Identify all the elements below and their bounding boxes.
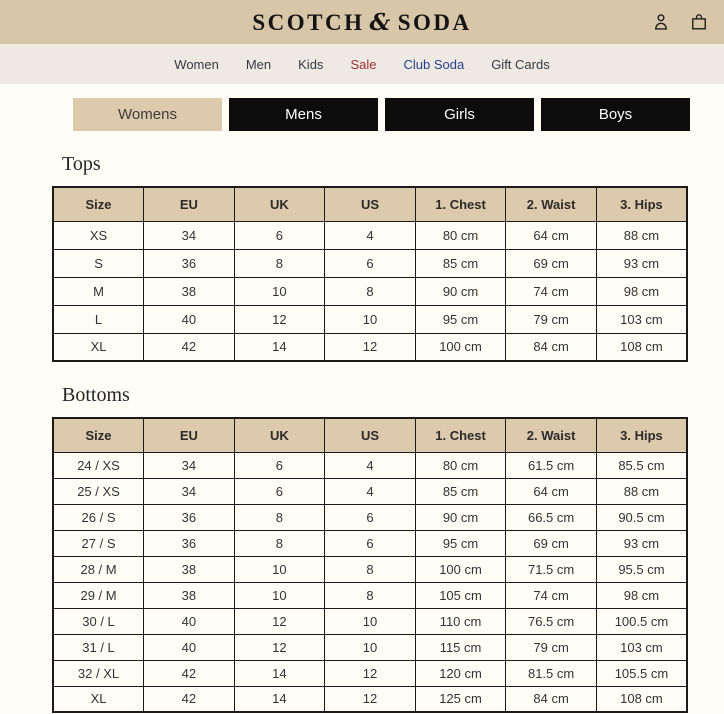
column-header-uk: UK [234, 187, 325, 221]
table-row [53, 530, 687, 556]
nav-item-women[interactable]: Women [174, 56, 219, 72]
table-row [53, 478, 687, 504]
brand-logo-text-left: SCOTCH [252, 9, 365, 35]
column-header-2-waist: 2. Waist [506, 187, 597, 221]
column-header-uk: UK [234, 418, 325, 452]
size-cell: M [53, 277, 144, 305]
size-cell: 29 / M [53, 582, 144, 608]
value-cell: 12 [325, 660, 416, 686]
table-row [53, 660, 687, 686]
column-header-size: Size [53, 418, 144, 452]
table-row [53, 249, 687, 277]
table-row [53, 556, 687, 582]
column-header-1-chest: 1. Chest [415, 187, 506, 221]
column-header-1-chest: 1. Chest [415, 418, 506, 452]
value-cell: 66.5 cm [506, 504, 597, 530]
value-cell: 12 [325, 686, 416, 712]
value-cell: 69 cm [506, 530, 597, 556]
table-row [53, 452, 687, 478]
value-cell: 40 [144, 305, 235, 333]
value-cell: 8 [234, 249, 325, 277]
value-cell: 10 [325, 634, 416, 660]
value-cell: 103 cm [596, 634, 687, 660]
value-cell: 71.5 cm [506, 556, 597, 582]
value-cell: 108 cm [596, 333, 687, 361]
value-cell: 95.5 cm [596, 556, 687, 582]
section-title-bottoms: Bottoms [62, 384, 130, 406]
value-cell: 38 [144, 556, 235, 582]
value-cell: 8 [234, 530, 325, 556]
size-chart-sections [0, 153, 724, 713]
brand-logo-text-right: SODA [397, 9, 472, 35]
value-cell: 40 [144, 608, 235, 634]
value-cell: 36 [144, 530, 235, 556]
size-cell: L [53, 305, 144, 333]
shopping-bag-icon[interactable] [688, 11, 710, 33]
value-cell: 84 cm [506, 686, 597, 712]
size-cell: S [53, 249, 144, 277]
table-row [53, 686, 687, 712]
site-header [0, 0, 724, 44]
table-row [53, 582, 687, 608]
value-cell: 64 cm [506, 221, 597, 249]
value-cell: 8 [325, 277, 416, 305]
value-cell: 69 cm [506, 249, 597, 277]
column-header-3-hips: 3. Hips [596, 187, 687, 221]
value-cell: 4 [325, 478, 416, 504]
account-icon[interactable] [650, 11, 672, 33]
size-cell: XL [53, 686, 144, 712]
value-cell: 10 [325, 608, 416, 634]
size-cell: 24 / XS [53, 452, 144, 478]
column-header-2-waist: 2. Waist [506, 418, 597, 452]
value-cell: 103 cm [596, 305, 687, 333]
size-cell: 30 / L [53, 608, 144, 634]
size-guide-tabs [73, 98, 690, 131]
column-header-eu: EU [144, 418, 235, 452]
value-cell: 40 [144, 634, 235, 660]
value-cell: 93 cm [596, 530, 687, 556]
column-header-size: Size [53, 187, 144, 221]
value-cell: 90.5 cm [596, 504, 687, 530]
value-cell: 42 [144, 686, 235, 712]
nav-item-kids[interactable]: Kids [298, 56, 324, 72]
main-nav [0, 44, 724, 84]
value-cell: 10 [325, 305, 416, 333]
size-cell: XS [53, 221, 144, 249]
value-cell: 6 [325, 249, 416, 277]
size-cell: 28 / M [53, 556, 144, 582]
nav-item-gift-cards[interactable]: Gift Cards [491, 56, 550, 72]
value-cell: 34 [144, 221, 235, 249]
value-cell: 93 cm [596, 249, 687, 277]
value-cell: 42 [144, 660, 235, 686]
column-header-us: US [325, 418, 416, 452]
value-cell: 90 cm [415, 504, 506, 530]
header-row [53, 418, 687, 452]
value-cell: 34 [144, 452, 235, 478]
value-cell: 79 cm [506, 634, 597, 660]
value-cell: 108 cm [596, 686, 687, 712]
value-cell: 38 [144, 277, 235, 305]
header-icons [650, 0, 710, 44]
value-cell: 14 [234, 686, 325, 712]
value-cell: 105 cm [415, 582, 506, 608]
value-cell: 6 [234, 452, 325, 478]
value-cell: 74 cm [506, 277, 597, 305]
value-cell: 8 [234, 504, 325, 530]
table-row [53, 333, 687, 361]
value-cell: 12 [325, 333, 416, 361]
value-cell: 100 cm [415, 556, 506, 582]
value-cell: 81.5 cm [506, 660, 597, 686]
value-cell: 10 [234, 556, 325, 582]
value-cell: 34 [144, 478, 235, 504]
size-cell: 27 / S [53, 530, 144, 556]
value-cell: 80 cm [415, 452, 506, 478]
value-cell: 10 [234, 277, 325, 305]
value-cell: 85 cm [415, 249, 506, 277]
size-guide-content [0, 98, 724, 713]
table-row [53, 634, 687, 660]
value-cell: 85.5 cm [596, 452, 687, 478]
value-cell: 6 [234, 478, 325, 504]
value-cell: 12 [234, 305, 325, 333]
value-cell: 84 cm [506, 333, 597, 361]
value-cell: 98 cm [596, 277, 687, 305]
value-cell: 80 cm [415, 221, 506, 249]
value-cell: 12 [234, 608, 325, 634]
tab-girls[interactable]: Girls [385, 98, 534, 131]
table-row [53, 277, 687, 305]
tab-womens[interactable]: Womens [73, 98, 222, 131]
bottoms-size-table [52, 417, 688, 713]
value-cell: 42 [144, 333, 235, 361]
value-cell: 36 [144, 249, 235, 277]
value-cell: 4 [325, 452, 416, 478]
table-row [53, 305, 687, 333]
value-cell: 98 cm [596, 582, 687, 608]
column-header-eu: EU [144, 187, 235, 221]
value-cell: 100.5 cm [596, 608, 687, 634]
table-row [53, 608, 687, 634]
value-cell: 14 [234, 333, 325, 361]
table-row [53, 221, 687, 249]
column-header-3-hips: 3. Hips [596, 418, 687, 452]
value-cell: 14 [234, 660, 325, 686]
value-cell: 88 cm [596, 221, 687, 249]
value-cell: 6 [234, 221, 325, 249]
size-cell: 31 / L [53, 634, 144, 660]
size-cell: 25 / XS [53, 478, 144, 504]
size-cell: XL [53, 333, 144, 361]
tab-boys[interactable]: Boys [541, 98, 690, 131]
value-cell: 110 cm [415, 608, 506, 634]
value-cell: 90 cm [415, 277, 506, 305]
value-cell: 38 [144, 582, 235, 608]
value-cell: 8 [325, 556, 416, 582]
value-cell: 64 cm [506, 478, 597, 504]
value-cell: 125 cm [415, 686, 506, 712]
header-row [53, 187, 687, 221]
value-cell: 88 cm [596, 478, 687, 504]
value-cell: 6 [325, 530, 416, 556]
value-cell: 120 cm [415, 660, 506, 686]
section-title-tops: Tops [62, 153, 101, 175]
value-cell: 85 cm [415, 478, 506, 504]
value-cell: 76.5 cm [506, 608, 597, 634]
nav-item-club-soda[interactable]: Club Soda [403, 56, 465, 72]
brand-logo[interactable] [252, 9, 471, 36]
tops-size-table [52, 186, 688, 362]
value-cell: 95 cm [415, 530, 506, 556]
value-cell: 115 cm [415, 634, 506, 660]
column-header-us: US [325, 187, 416, 221]
value-cell: 95 cm [415, 305, 506, 333]
value-cell: 79 cm [506, 305, 597, 333]
value-cell: 36 [144, 504, 235, 530]
value-cell: 61.5 cm [506, 452, 597, 478]
brand-logo-ampersand: & [369, 8, 393, 36]
value-cell: 4 [325, 221, 416, 249]
value-cell: 12 [234, 634, 325, 660]
nav-item-sale[interactable]: Sale [350, 56, 377, 72]
nav-item-men[interactable]: Men [245, 56, 272, 72]
value-cell: 8 [325, 582, 416, 608]
value-cell: 74 cm [506, 582, 597, 608]
size-cell: 32 / XL [53, 660, 144, 686]
value-cell: 105.5 cm [596, 660, 687, 686]
size-cell: 26 / S [53, 504, 144, 530]
table-row [53, 504, 687, 530]
value-cell: 6 [325, 504, 416, 530]
value-cell: 10 [234, 582, 325, 608]
tab-mens[interactable]: Mens [229, 98, 378, 131]
value-cell: 100 cm [415, 333, 506, 361]
